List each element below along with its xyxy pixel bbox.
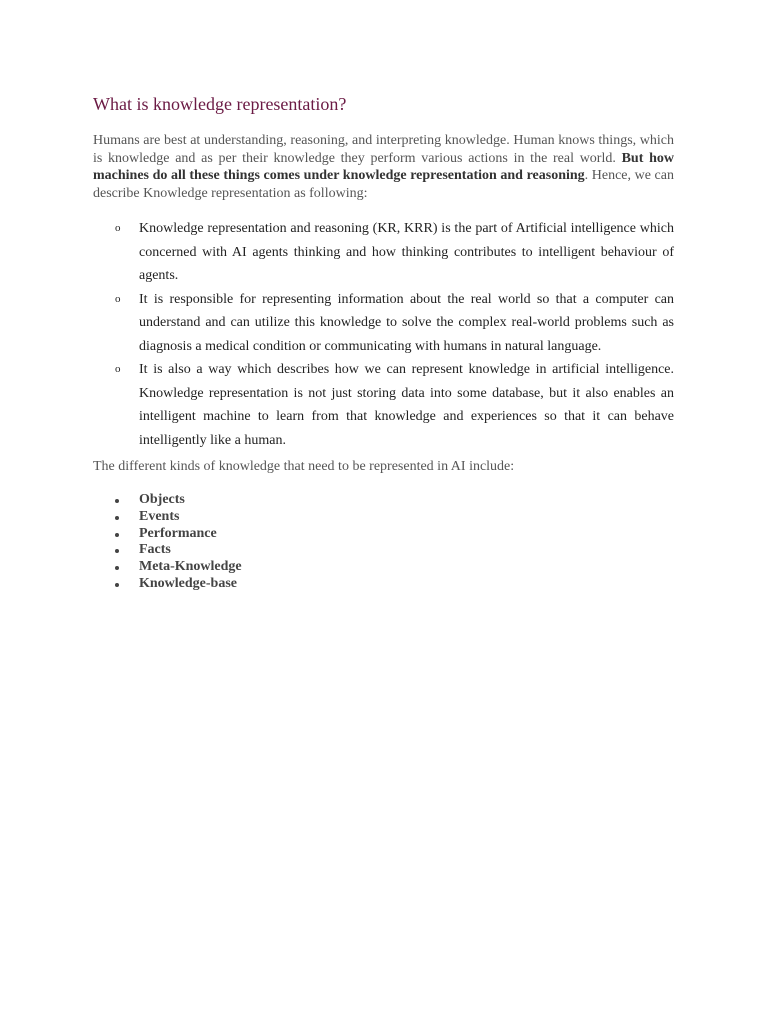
circle-bullet-icon: o — [115, 222, 121, 234]
dot-bullet-icon — [115, 533, 119, 537]
kind-label: Facts — [139, 542, 171, 558]
dot-bullet-icon — [115, 566, 119, 570]
kinds-intro: The different kinds of knowledge that need to be represented in AI include: — [93, 459, 515, 474]
kind-label: Meta-Knowledge — [139, 559, 242, 575]
intro-tail: . Hence, we can describe Knowledge representation as following: — [93, 168, 674, 201]
point-text: It is also a way which describes how we can represent knowledge in artificial intelligence. Knowledge representation is not just storing data into some database, but it also enables an intelligent machine to learn from that knowledge and experiences so that it can behave intelligently like a human. — [139, 362, 674, 448]
kind-label: Objects — [139, 492, 185, 507]
dot-bullet-icon — [115, 499, 119, 503]
point-text: It is responsible for representing information about the real world so that a computer can understand and can utilize this knowledge to solve the complex real-world problems such as diagnosis a medical condition or communicating with humans in natural language. — [139, 291, 674, 354]
circle-bullet-icon: o — [115, 363, 121, 375]
dot-bullet-icon — [115, 583, 119, 587]
point-item — [93, 217, 674, 288]
kind-item — [93, 576, 674, 593]
kinds-list — [93, 492, 674, 593]
kind-item — [93, 559, 674, 576]
intro-paragraph — [93, 132, 674, 202]
point-item — [93, 358, 674, 452]
kind-label: Events — [139, 508, 180, 524]
intro-bold-text: But how machines do all these things comes under knowledge representation and reasoning — [93, 150, 674, 183]
kind-item — [93, 492, 674, 509]
points-list — [93, 217, 674, 452]
page-title: What is knowledge representation? — [93, 94, 347, 114]
kind-item — [93, 542, 674, 559]
kind-item — [93, 526, 674, 543]
dot-bullet-icon — [115, 516, 119, 520]
kind-label: Performance — [139, 525, 217, 541]
kind-item — [93, 509, 674, 526]
dot-bullet-icon — [115, 549, 119, 553]
circle-bullet-icon: o — [115, 292, 121, 305]
point-item — [93, 288, 674, 359]
point-text: Knowledge representation and reasoning (KR, KRR) is the part of Artificial intelligence which concerned with AI agents thinking and how thinking contributes to intelligent behaviour of agents. — [139, 221, 674, 283]
document-page — [93, 90, 674, 593]
intro-lead: Humans are best at understanding, reasoning, and interpreting knowledge. Human knows things, which is knowledge and as per their knowledge they perform various actions in the real world. — [93, 133, 674, 166]
kind-label: Knowledge-base — [139, 575, 237, 591]
